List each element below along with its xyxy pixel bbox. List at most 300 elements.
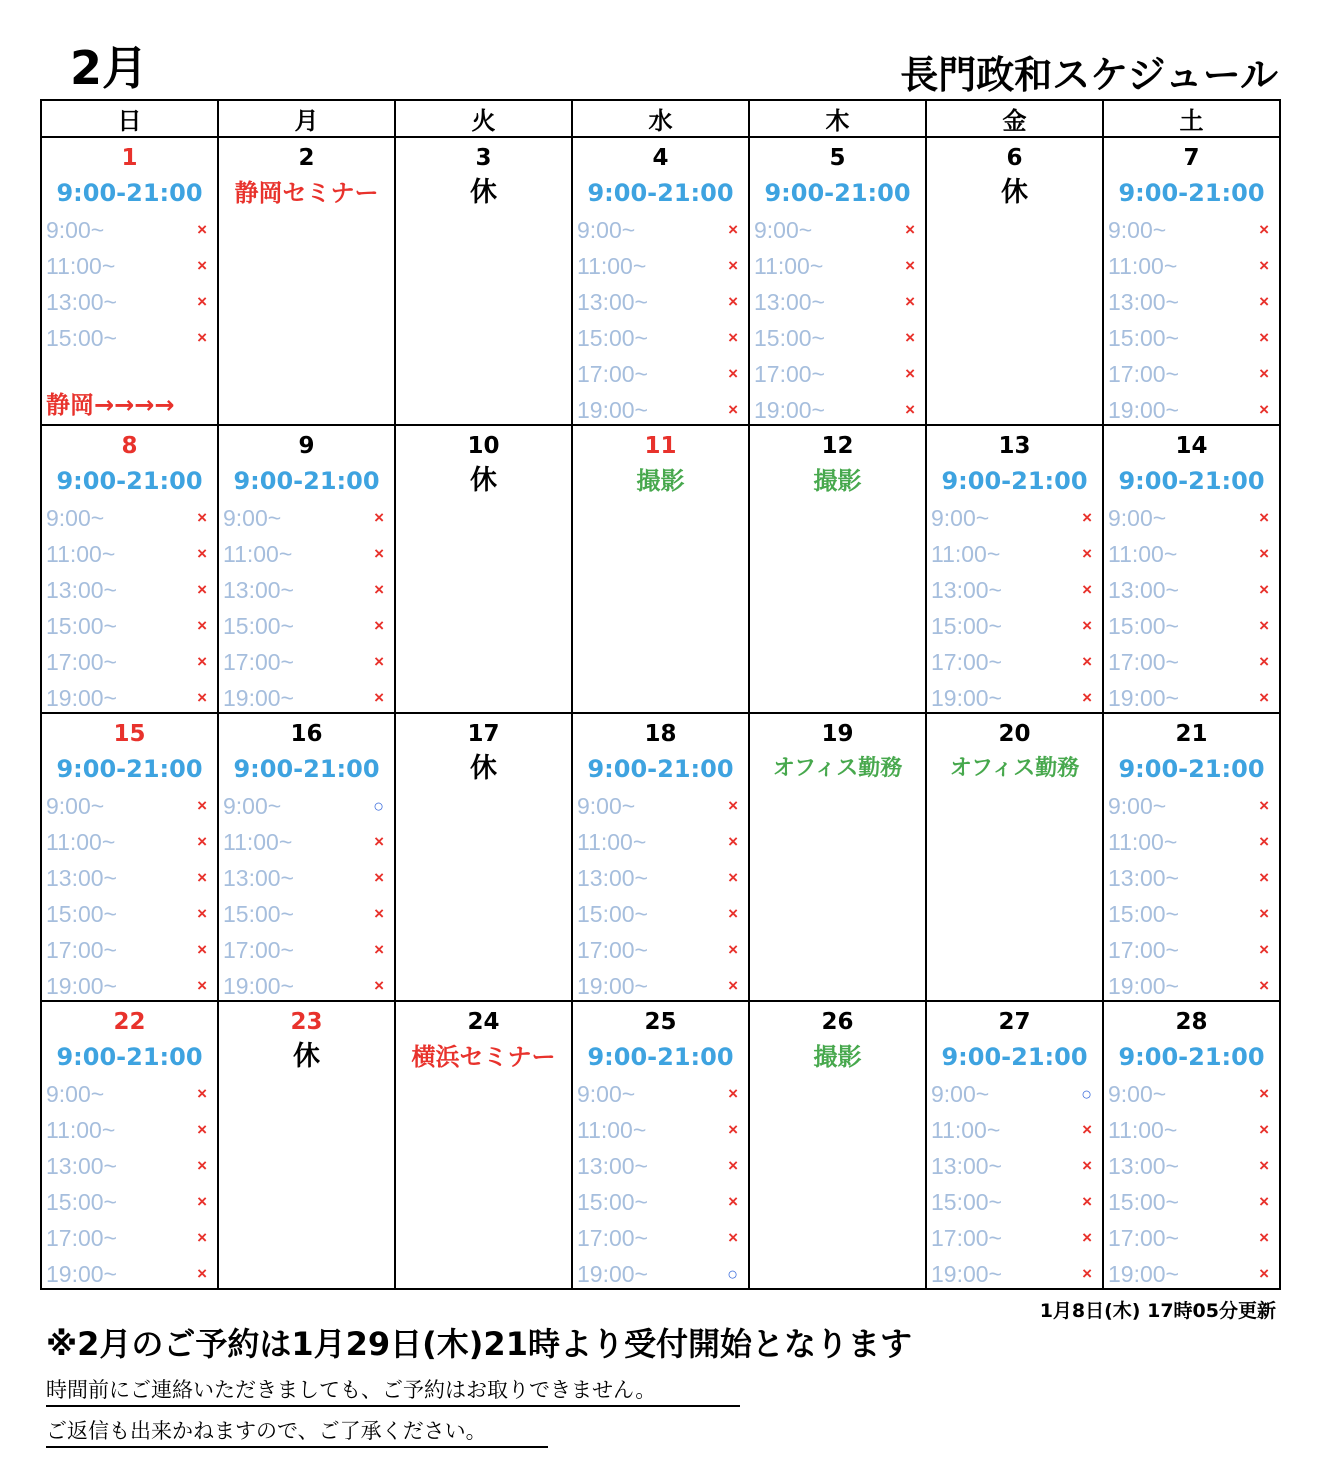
slot-time: 9:00~: [223, 793, 282, 819]
slot-time: 15:00~: [1108, 1189, 1179, 1215]
unavailable-mark-icon: ×: [374, 832, 384, 851]
unavailable-mark-icon: ×: [905, 364, 915, 383]
day-number: 19: [821, 721, 854, 747]
slot-time: 15:00~: [931, 613, 1002, 639]
slot-time: 11:00~: [46, 253, 116, 279]
day-number: 23: [290, 1009, 323, 1035]
business-hours: 9:00-21:00: [941, 467, 1088, 495]
time-slot[interactable]: [42, 1076, 217, 1112]
time-slot[interactable]: [573, 248, 748, 284]
time-slot[interactable]: [573, 1112, 748, 1148]
weekday-header-row: [41, 100, 1280, 137]
slot-time: 15:00~: [46, 1189, 117, 1215]
slot-time: 13:00~: [46, 289, 117, 315]
unavailable-mark-icon: ×: [1259, 292, 1269, 311]
day-cell: [926, 425, 1103, 713]
unavailable-mark-icon: ×: [1259, 976, 1269, 995]
weekday-tue: 火: [395, 100, 572, 137]
day-note: 休: [293, 1041, 320, 1072]
time-slot[interactable]: [1104, 1184, 1279, 1220]
slot-time: 19:00~: [577, 397, 648, 423]
unavailable-mark-icon: ×: [728, 1084, 738, 1103]
time-slot[interactable]: [1104, 644, 1279, 680]
day-number: 2: [298, 145, 315, 171]
time-slot[interactable]: [1104, 392, 1279, 428]
day-note: 休: [470, 177, 497, 208]
slot-time: 13:00~: [577, 1153, 648, 1179]
slot-time: 15:00~: [931, 1189, 1002, 1215]
day-number: 7: [1183, 145, 1200, 171]
slot-time: 11:00~: [931, 1117, 1001, 1143]
time-slot[interactable]: [42, 1148, 217, 1184]
weekday-fri: 金: [926, 100, 1103, 137]
unavailable-mark-icon: ×: [197, 1192, 207, 1211]
time-slot[interactable]: [573, 860, 748, 896]
time-slot[interactable]: [573, 1076, 748, 1112]
time-slot[interactable]: [1104, 212, 1279, 248]
business-hours: 9:00-21:00: [56, 755, 203, 783]
unavailable-mark-icon: ×: [905, 220, 915, 239]
slot-time: 9:00~: [754, 217, 813, 243]
time-slot[interactable]: [1104, 1076, 1279, 1112]
available-mark-icon: ○: [727, 1264, 738, 1284]
time-slot[interactable]: [219, 644, 394, 680]
time-slot[interactable]: [42, 824, 217, 860]
slot-time: 19:00~: [1108, 685, 1179, 711]
unavailable-mark-icon: ×: [197, 1228, 207, 1247]
slot-time: 9:00~: [46, 505, 105, 531]
unavailable-mark-icon: ×: [1082, 1228, 1092, 1247]
slot-time: 13:00~: [577, 865, 648, 891]
day-number: 16: [290, 721, 323, 747]
unavailable-mark-icon: ×: [197, 220, 207, 239]
slot-time: 9:00~: [931, 1081, 990, 1107]
day-number: 11: [644, 433, 677, 459]
slot-time: 19:00~: [931, 1261, 1002, 1287]
day-cell: [926, 137, 1103, 425]
unavailable-mark-icon: ×: [1082, 688, 1092, 707]
slot-time: 11:00~: [577, 253, 647, 279]
day-cell: [41, 425, 218, 713]
unavailable-mark-icon: ×: [1082, 1264, 1092, 1283]
unavailable-mark-icon: ×: [197, 256, 207, 275]
unavailable-mark-icon: ×: [374, 868, 384, 887]
unavailable-mark-icon: ×: [1082, 616, 1092, 635]
unavailable-mark-icon: ×: [374, 976, 384, 995]
day-number: 15: [113, 721, 146, 747]
available-mark-icon: ○: [373, 796, 384, 816]
time-slot[interactable]: [750, 392, 925, 428]
time-slot[interactable]: [219, 824, 394, 860]
unavailable-mark-icon: ×: [728, 1156, 738, 1175]
time-slot[interactable]: [750, 356, 925, 392]
week-row: [41, 1001, 1280, 1289]
time-slot[interactable]: [219, 536, 394, 572]
time-slot[interactable]: [1104, 896, 1279, 932]
day-number: 12: [821, 433, 854, 459]
time-slot[interactable]: [573, 788, 748, 824]
unavailable-mark-icon: ×: [728, 292, 738, 311]
day-note: 撮影: [813, 1043, 862, 1071]
time-slot[interactable]: [927, 500, 1102, 536]
slot-time: 9:00~: [1108, 793, 1167, 819]
slot-time: 17:00~: [1108, 937, 1179, 963]
slot-time: 15:00~: [1108, 613, 1179, 639]
time-slot[interactable]: [42, 1256, 217, 1292]
business-hours: 9:00-21:00: [56, 467, 203, 495]
day-number: 20: [998, 721, 1031, 747]
day-number: 1: [121, 145, 138, 171]
unavailable-mark-icon: ×: [728, 976, 738, 995]
time-slot[interactable]: [573, 1220, 748, 1256]
day-note: オフィス勤務: [772, 756, 903, 781]
time-slot[interactable]: [1104, 1112, 1279, 1148]
weekday-mon: 月: [218, 100, 395, 137]
day-cell: [395, 137, 572, 425]
business-hours: 9:00-21:00: [56, 179, 203, 207]
day-note: 横浜セミナー: [411, 1043, 556, 1071]
slot-time: 17:00~: [931, 1225, 1002, 1251]
time-slot[interactable]: [42, 320, 217, 356]
day-number: 22: [113, 1009, 146, 1035]
day-cell: [572, 1001, 749, 1289]
day-number: 21: [1175, 721, 1208, 747]
slot-time: 9:00~: [577, 1081, 636, 1107]
time-slot[interactable]: [219, 608, 394, 644]
time-slot[interactable]: [573, 284, 748, 320]
unavailable-mark-icon: ×: [197, 616, 207, 635]
time-slot[interactable]: [42, 572, 217, 608]
weekday-wed: 水: [572, 100, 749, 137]
slot-time: 11:00~: [1108, 829, 1178, 855]
slot-time: 11:00~: [46, 829, 116, 855]
business-hours: 9:00-21:00: [1118, 1043, 1265, 1071]
time-slot[interactable]: [573, 1148, 748, 1184]
notice-line-2: ご返信も出来かねますので、ご了承ください。: [46, 1416, 548, 1448]
day-cell: [395, 713, 572, 1001]
time-slot[interactable]: [42, 212, 217, 248]
weekday-sat: 土: [1103, 100, 1280, 137]
time-slot[interactable]: [219, 860, 394, 896]
schedule-title: 長門政和スケジュール: [900, 53, 1278, 97]
unavailable-mark-icon: ×: [197, 796, 207, 815]
time-slot[interactable]: [219, 896, 394, 932]
time-slot[interactable]: [1104, 572, 1279, 608]
unavailable-mark-icon: ×: [905, 328, 915, 347]
slot-time: 17:00~: [46, 649, 117, 675]
unavailable-mark-icon: ×: [728, 1192, 738, 1211]
unavailable-mark-icon: ×: [374, 580, 384, 599]
slot-time: 13:00~: [577, 289, 648, 315]
time-slot[interactable]: [927, 572, 1102, 608]
time-slot[interactable]: [1104, 968, 1279, 1004]
slot-time: 19:00~: [754, 397, 825, 423]
unavailable-mark-icon: ×: [197, 544, 207, 563]
time-slot[interactable]: [1104, 608, 1279, 644]
unavailable-mark-icon: ×: [197, 508, 207, 527]
business-hours: 9:00-21:00: [1118, 179, 1265, 207]
slot-time: 19:00~: [1108, 397, 1179, 423]
day-cell: [749, 713, 926, 1001]
time-slot[interactable]: [573, 824, 748, 860]
unavailable-mark-icon: ×: [374, 508, 384, 527]
slot-time: 9:00~: [223, 505, 282, 531]
slot-time: 11:00~: [46, 541, 116, 567]
time-slot[interactable]: [1104, 1148, 1279, 1184]
time-slot[interactable]: [573, 896, 748, 932]
unavailable-mark-icon: ×: [728, 796, 738, 815]
slot-time: 19:00~: [46, 685, 117, 711]
unavailable-mark-icon: ×: [197, 904, 207, 923]
time-slot[interactable]: [573, 392, 748, 428]
day-number: 3: [475, 145, 492, 171]
available-mark-icon: ○: [1081, 1084, 1092, 1104]
unavailable-mark-icon: ×: [728, 1228, 738, 1247]
time-slot[interactable]: [42, 860, 217, 896]
slot-time: 19:00~: [577, 1261, 648, 1287]
time-slot[interactable]: [42, 788, 217, 824]
time-slot[interactable]: [927, 1112, 1102, 1148]
slot-time: 17:00~: [46, 1225, 117, 1251]
time-slot[interactable]: [219, 500, 394, 536]
slot-time: 19:00~: [223, 685, 294, 711]
slot-time: 13:00~: [754, 289, 825, 315]
time-slot[interactable]: [573, 320, 748, 356]
time-slot[interactable]: [927, 608, 1102, 644]
day-cell: [1103, 137, 1280, 425]
unavailable-mark-icon: ×: [728, 328, 738, 347]
slot-time: 9:00~: [577, 793, 636, 819]
time-slot[interactable]: [42, 248, 217, 284]
unavailable-mark-icon: ×: [374, 688, 384, 707]
time-slot[interactable]: [750, 248, 925, 284]
booking-notice: ※2月のご予約は1月29日(木)21時より受付開始となります: [46, 1325, 912, 1363]
time-slot[interactable]: [573, 968, 748, 1004]
slot-time: 17:00~: [931, 649, 1002, 675]
time-slot[interactable]: [1104, 536, 1279, 572]
time-slot[interactable]: [1104, 932, 1279, 968]
time-slot[interactable]: [42, 536, 217, 572]
time-slot[interactable]: [42, 932, 217, 968]
slot-time: 13:00~: [1108, 865, 1179, 891]
day-number: 8: [121, 433, 138, 459]
unavailable-mark-icon: ×: [728, 868, 738, 887]
slot-time: 13:00~: [1108, 289, 1179, 315]
unavailable-mark-icon: ×: [905, 292, 915, 311]
slot-time: 13:00~: [1108, 1153, 1179, 1179]
time-slot[interactable]: [1104, 1256, 1279, 1292]
day-cell: [749, 425, 926, 713]
unavailable-mark-icon: ×: [1259, 652, 1269, 671]
time-slot[interactable]: [573, 212, 748, 248]
time-slot[interactable]: [1104, 320, 1279, 356]
slot-time: 9:00~: [46, 217, 105, 243]
time-slot[interactable]: [219, 788, 394, 824]
time-slot[interactable]: [573, 356, 748, 392]
day-note: 静岡セミナー: [234, 179, 379, 207]
time-slot[interactable]: [927, 1220, 1102, 1256]
unavailable-mark-icon: ×: [374, 544, 384, 563]
slot-time: 9:00~: [1108, 505, 1167, 531]
unavailable-mark-icon: ×: [1259, 256, 1269, 275]
slot-time: 17:00~: [1108, 361, 1179, 387]
calendar-body: [41, 137, 1280, 1289]
slot-time: 9:00~: [46, 1081, 105, 1107]
travel-note: 静岡→→→→: [46, 391, 175, 419]
day-cell: [395, 425, 572, 713]
week-row: [41, 425, 1280, 713]
day-cell: [41, 137, 218, 425]
slot-time: 13:00~: [931, 1153, 1002, 1179]
slot-time: 17:00~: [754, 361, 825, 387]
slot-time: 9:00~: [577, 217, 636, 243]
business-hours: 9:00-21:00: [587, 755, 734, 783]
time-slot[interactable]: [42, 1112, 217, 1148]
day-note: 撮影: [813, 467, 862, 495]
time-slot[interactable]: [42, 608, 217, 644]
unavailable-mark-icon: ×: [1082, 544, 1092, 563]
time-slot[interactable]: [219, 572, 394, 608]
unavailable-mark-icon: ×: [374, 904, 384, 923]
slot-time: 17:00~: [46, 937, 117, 963]
slot-time: 15:00~: [1108, 901, 1179, 927]
slot-time: 19:00~: [931, 685, 1002, 711]
unavailable-mark-icon: ×: [905, 400, 915, 419]
time-slot[interactable]: [1104, 248, 1279, 284]
day-number: 4: [652, 145, 669, 171]
slot-time: 9:00~: [46, 793, 105, 819]
unavailable-mark-icon: ×: [1259, 832, 1269, 851]
time-slot[interactable]: [1104, 284, 1279, 320]
unavailable-mark-icon: ×: [1259, 580, 1269, 599]
slot-time: 17:00~: [577, 361, 648, 387]
slot-time: 11:00~: [1108, 541, 1178, 567]
time-slot[interactable]: [927, 1184, 1102, 1220]
slot-time: 9:00~: [931, 505, 990, 531]
time-slot[interactable]: [42, 680, 217, 716]
week-row: [41, 137, 1280, 425]
time-slot[interactable]: [1104, 1220, 1279, 1256]
slot-time: 19:00~: [577, 973, 648, 999]
slot-time: 17:00~: [577, 1225, 648, 1251]
unavailable-mark-icon: ×: [1259, 1228, 1269, 1247]
unavailable-mark-icon: ×: [1259, 364, 1269, 383]
slot-time: 19:00~: [223, 973, 294, 999]
day-cell: [1103, 713, 1280, 1001]
unavailable-mark-icon: ×: [1259, 616, 1269, 635]
time-slot[interactable]: [219, 932, 394, 968]
time-slot[interactable]: [927, 1256, 1102, 1292]
time-slot[interactable]: [42, 1184, 217, 1220]
slot-time: 11:00~: [754, 253, 824, 279]
time-slot[interactable]: [927, 1148, 1102, 1184]
unavailable-mark-icon: ×: [1259, 688, 1269, 707]
business-hours: 9:00-21:00: [587, 179, 734, 207]
time-slot[interactable]: [42, 644, 217, 680]
slot-time: 11:00~: [1108, 1117, 1178, 1143]
unavailable-mark-icon: ×: [1259, 400, 1269, 419]
time-slot[interactable]: [42, 500, 217, 536]
slot-time: 17:00~: [223, 937, 294, 963]
time-slot[interactable]: [573, 1256, 748, 1292]
day-number: 9: [298, 433, 315, 459]
time-slot[interactable]: [219, 968, 394, 1004]
slot-time: 15:00~: [46, 613, 117, 639]
time-slot[interactable]: [219, 680, 394, 716]
time-slot[interactable]: [750, 284, 925, 320]
time-slot[interactable]: [42, 968, 217, 1004]
unavailable-mark-icon: ×: [197, 1120, 207, 1139]
unavailable-mark-icon: ×: [1082, 580, 1092, 599]
day-number: 27: [998, 1009, 1031, 1035]
time-slot[interactable]: [42, 1220, 217, 1256]
day-cell: [41, 1001, 218, 1289]
time-slot[interactable]: [42, 284, 217, 320]
slot-time: 13:00~: [46, 577, 117, 603]
business-hours: 9:00-21:00: [233, 755, 380, 783]
time-slot[interactable]: [927, 644, 1102, 680]
day-number: 18: [644, 721, 677, 747]
day-cell: [572, 425, 749, 713]
time-slot[interactable]: [1104, 824, 1279, 860]
time-slot[interactable]: [750, 212, 925, 248]
day-cell: [749, 1001, 926, 1289]
time-slot[interactable]: [573, 932, 748, 968]
slot-time: 13:00~: [1108, 577, 1179, 603]
unavailable-mark-icon: ×: [197, 1156, 207, 1175]
business-hours: 9:00-21:00: [233, 467, 380, 495]
day-note: 撮影: [636, 467, 685, 495]
unavailable-mark-icon: ×: [197, 940, 207, 959]
time-slot[interactable]: [750, 320, 925, 356]
time-slot[interactable]: [1104, 680, 1279, 716]
slot-time: 17:00~: [1108, 1225, 1179, 1251]
slot-time: 15:00~: [46, 325, 117, 351]
time-slot[interactable]: [1104, 788, 1279, 824]
slot-time: 15:00~: [577, 901, 648, 927]
unavailable-mark-icon: ×: [197, 292, 207, 311]
time-slot[interactable]: [1104, 500, 1279, 536]
unavailable-mark-icon: ×: [197, 976, 207, 995]
unavailable-mark-icon: ×: [197, 832, 207, 851]
unavailable-mark-icon: ×: [728, 220, 738, 239]
day-number: 17: [467, 721, 500, 747]
unavailable-mark-icon: ×: [197, 868, 207, 887]
slot-time: 9:00~: [1108, 1081, 1167, 1107]
unavailable-mark-icon: ×: [374, 940, 384, 959]
unavailable-mark-icon: ×: [374, 616, 384, 635]
business-hours: 9:00-21:00: [1118, 755, 1265, 783]
business-hours: 9:00-21:00: [56, 1043, 203, 1071]
slot-time: 17:00~: [577, 937, 648, 963]
time-slot[interactable]: [927, 1076, 1102, 1112]
time-slot[interactable]: [42, 896, 217, 932]
day-cell: [1103, 425, 1280, 713]
unavailable-mark-icon: ×: [1082, 1192, 1092, 1211]
time-slot[interactable]: [927, 680, 1102, 716]
weekday-thu: 木: [749, 100, 926, 137]
slot-time: 15:00~: [577, 325, 648, 351]
day-number: 13: [998, 433, 1031, 459]
time-slot[interactable]: [1104, 860, 1279, 896]
time-slot[interactable]: [573, 1184, 748, 1220]
time-slot[interactable]: [1104, 356, 1279, 392]
slot-time: 11:00~: [577, 829, 647, 855]
slot-time: 13:00~: [931, 577, 1002, 603]
day-number: 6: [1006, 145, 1023, 171]
unavailable-mark-icon: ×: [374, 652, 384, 671]
time-slot[interactable]: [927, 536, 1102, 572]
